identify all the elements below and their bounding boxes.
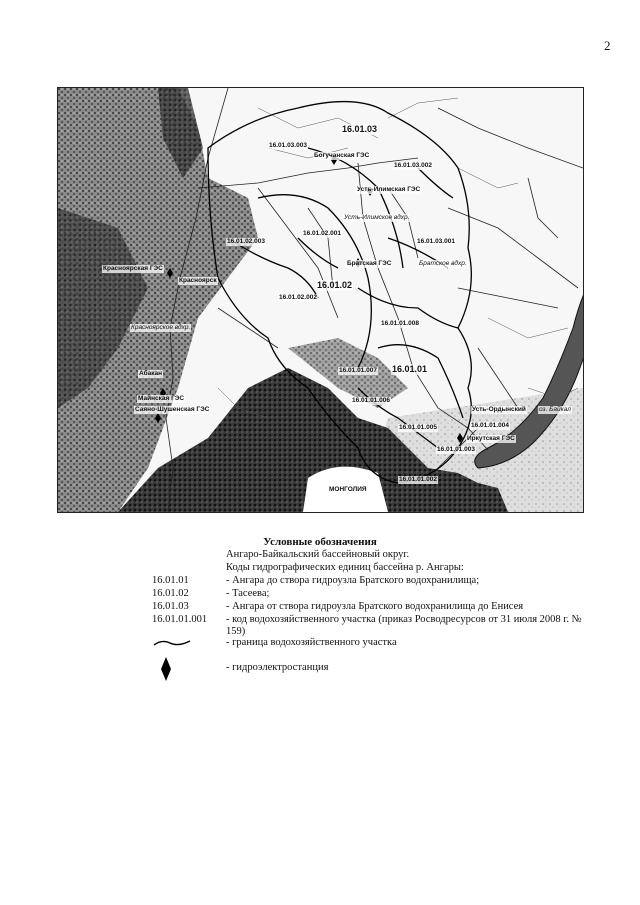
map-label-160101002: 16.01.01.002 — [399, 476, 437, 483]
map-label-160101004: 16.01.01.004 — [471, 422, 509, 429]
map-label-160102: 16.01.02 — [317, 280, 353, 290]
hydro-station-icon — [160, 656, 172, 682]
legend-district: Ангаро-Байкальский бассейновый округ. — [226, 549, 410, 560]
basin-map — [57, 87, 584, 513]
map-label-160103002: 16.01.03.002 — [394, 162, 432, 169]
map-label-krasnoyarsk: Красноярск — [179, 277, 217, 284]
legend-code-1: 16.01.01 — [152, 575, 189, 586]
page-number: 2 — [604, 38, 611, 53]
map-label-ust-ordynsky: Усть-Ордынский — [472, 406, 526, 413]
map-label-160101005: 16.01.01.005 — [399, 424, 437, 431]
map-label-160103: 16.01.03 — [342, 124, 378, 134]
map-label-mainsk: Майнская ГЭС — [138, 395, 185, 402]
legend-code-2: 16.01.02 — [152, 588, 189, 599]
legend-code-3: 16.01.03 — [152, 601, 189, 612]
map-label-krasnoyarsk-vdhr: Красноярское вдхр. — [131, 324, 191, 331]
map-label-160103001: 16.01.03.001 — [417, 238, 455, 245]
legend-desc-3: - Ангара от створа гидроузла Братского водохранилища до Енисея — [226, 601, 524, 612]
map-label-ust-ilimsk: Усть-Илимская ГЭС — [357, 186, 421, 193]
map-label-ust-ilimsk-vdhr: Усть-Илимское вдхр. — [344, 214, 410, 221]
map-label-krasnoyarsk-ges: Красноярская ГЭС — [103, 265, 163, 272]
map-label-mongolia: МОНГОЛИЯ — [329, 486, 367, 493]
legend-desc-4: - код водохозяйственного участка (приказ Росводресурсов от 31 июля 2008 г. № 159) — [226, 614, 582, 637]
map-label-160101: 16.01.01 — [392, 364, 428, 374]
map-label-baikal: оз. Байкал — [539, 406, 571, 413]
map-label-160102003: 16.01.02.003 — [227, 238, 265, 245]
map-label-160101003: 16.01.01.003 — [437, 446, 475, 453]
map-label-boguchany: Богучанская ГЭС — [314, 152, 370, 159]
map-label-160101007: 16.01.01.007 — [339, 367, 377, 374]
legend-desc-1: - Ангара до створа гидроузла Братского водохранилища; — [226, 575, 480, 586]
map-label-irkutsk: Иркутская ГЭС — [467, 435, 515, 442]
legend-boundary: - граница водохозяйственного участка — [226, 637, 397, 648]
map-label-160103003: 16.01.03.003 — [269, 142, 307, 149]
legend-code-4: 16.01.01.001 — [152, 614, 208, 625]
legend-desc-2: - Тасеева; — [226, 588, 270, 599]
map-label-bratsk-vdhr: Братское вдхр. — [419, 260, 467, 267]
map-label-160102002: 16.01.02.002 — [279, 294, 317, 301]
map-label-bratsk: Братская ГЭС — [347, 260, 392, 267]
map-label-abakan: Абакан — [139, 370, 163, 377]
legend-title: Условные обозначения — [263, 536, 377, 548]
map-label-160101006: 16.01.01.006 — [352, 397, 390, 404]
legend-hydro: - гидроэлектростанция — [226, 662, 329, 673]
map-label-sayano: Саяно-Шушенская ГЭС — [135, 406, 210, 413]
map-label-160102001: 16.01.02.001 — [303, 230, 341, 237]
legend-codes-header: Коды гидрографических единиц бассейна р. Ангары: — [226, 562, 464, 573]
boundary-line-icon — [152, 636, 192, 650]
map-label-160101008: 16.01.01.008 — [381, 320, 419, 327]
